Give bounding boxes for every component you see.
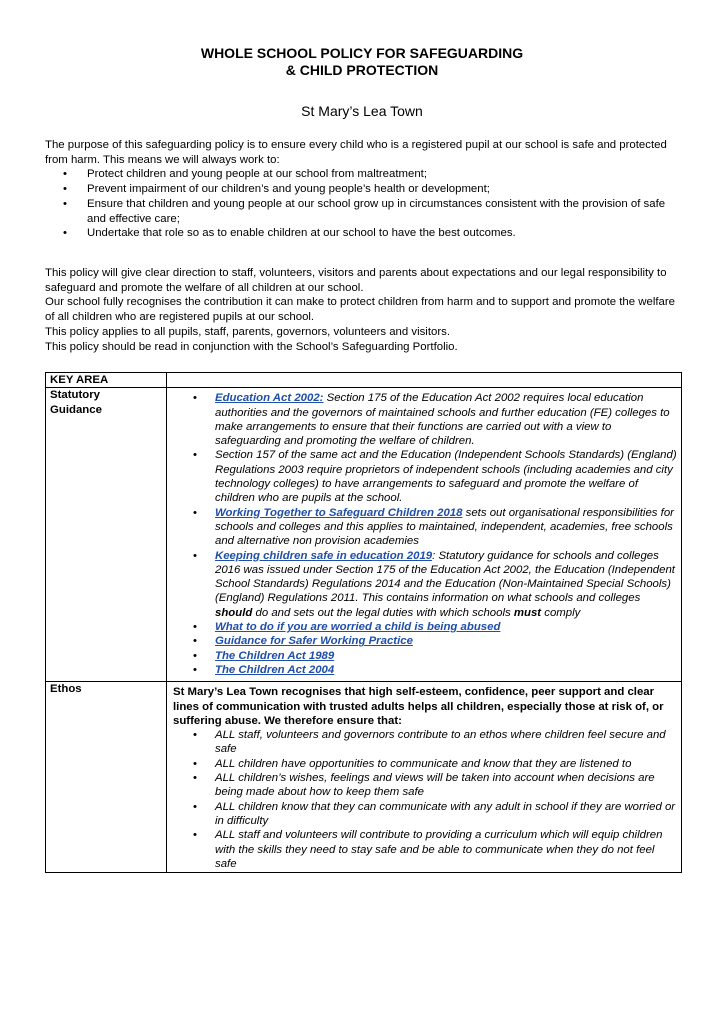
- list-item-text: do and sets out the legal duties with which schools: [252, 606, 514, 619]
- purpose-bullet: • Prevent impairment of our children’s and young people’s health or development;: [45, 182, 685, 197]
- statutory-guidance-label: [46, 388, 167, 682]
- policy-statement: This policy applies to all pupils, staff, parents, governors, volunteers and visitors.: [45, 325, 450, 338]
- statutory-guidance-content: [167, 388, 682, 682]
- statutory-guidance-list: [171, 391, 677, 677]
- education-act-2002-link[interactable]: Education Act 2002:: [215, 392, 324, 405]
- statutory-label-line-2: Guidance: [50, 403, 102, 416]
- ethos-list: [171, 728, 677, 871]
- header-empty-cell: [167, 373, 682, 388]
- list-item: [171, 663, 677, 677]
- worried-child-abused-link[interactable]: What to do if you are worried a child is being abused: [215, 621, 501, 634]
- purpose-bullet-list: [45, 167, 685, 241]
- ethos-lead-paragraph: St Mary’s Lea Town recognises that high self-esteem, confidence, peer support and clear lines of communication with trusted adults helps all children, especially those at risk of, or suffering abuse. We therefore ensure that:: [173, 686, 664, 727]
- key-area-header: KEY AREA: [46, 373, 167, 388]
- list-item: [171, 620, 677, 634]
- list-item-text: : Statutory guidance for schools and colleges 2016 was issued under Section 175 of the Education Act 2002, the Education (Independent School Standards) Regulations 2014 and the Education (Non-Maintained Special Schools) (England) Regulations 2011. This contains information on what schools and colleges: [215, 549, 675, 605]
- purpose-section: [45, 138, 685, 241]
- document-title-line-2: & CHILD PROTECTION: [285, 62, 439, 78]
- list-item: [171, 649, 677, 663]
- list-item: [171, 506, 677, 549]
- table-header-row: [46, 373, 682, 388]
- list-item: • ALL children’s wishes, feelings and views will be taken into account when decisions are being made about how to keep them safe: [171, 771, 677, 800]
- document-title-line-1: WHOLE SCHOOL POLICY FOR SAFEGUARDING: [200, 45, 524, 61]
- list-item: • ALL children know that they can communicate with any adult in school if they are worried or in difficulty: [171, 800, 677, 829]
- ethos-content: [167, 682, 682, 873]
- table-row-statutory: [46, 388, 682, 682]
- children-act-2004-link[interactable]: The Children Act 2004: [215, 663, 335, 676]
- purpose-bullet: • Protect children and young people at our school from maltreatment;: [45, 167, 685, 182]
- list-item: [171, 549, 677, 620]
- purpose-paragraph: The purpose of this safeguarding policy is to ensure every child who is a registered pupil at our school is safe and protected from harm. This means we will always work to:: [45, 139, 667, 166]
- key-area-table: [45, 372, 682, 873]
- table-row-ethos: [46, 682, 682, 873]
- list-item: • ALL children have opportunities to communicate and know that they are listened to: [171, 757, 677, 771]
- list-item: [171, 634, 677, 648]
- purpose-bullet: • Ensure that children and young people at our school grow up in circumstances consistent with the provision of safe and effective care;: [45, 197, 685, 226]
- policy-statement: This policy should be read in conjunction with the School’s Safeguarding Portfolio.: [45, 340, 458, 353]
- ethos-label: Ethos: [46, 682, 167, 873]
- policy-statements: [45, 266, 685, 354]
- working-together-link[interactable]: Working Together to Safeguard Children 2018: [215, 506, 463, 519]
- list-item-text: comply: [541, 606, 581, 619]
- statutory-label-line-1: Statutory: [50, 389, 100, 402]
- list-item-text: Section 175 of the Education Act 2002 requires local education authorities and the governors of maintained schools and further education (FE) colleges to make arrangements to ensure that their functions are carried out with a view to safeguarding and promoting the welfare of children.: [215, 392, 670, 448]
- list-item: [171, 391, 677, 448]
- policy-statement: This policy will give clear direction to staff, volunteers, visitors and parents about expectations and our legal responsibility to safeguard and promote the welfare of all children at our school.: [45, 267, 667, 294]
- safer-working-practice-link[interactable]: Guidance for Safer Working Practice: [215, 635, 413, 648]
- purpose-bullet: • Undertake that role so as to enable children at our school to have the best outcomes.: [45, 226, 685, 241]
- list-item-text: sets out organisational responsibilities for schools and colleges and this applies to maintained, independent, academies, free schools and alternative non provision academies: [215, 506, 674, 548]
- list-item: • ALL staff and volunteers will contribute to providing a curriculum which will equip children with the skills they need to stay safe and be able to communicate when they do not feel safe: [171, 828, 677, 871]
- emphasis-should: should: [215, 606, 253, 619]
- children-act-1989-link[interactable]: The Children Act 1989: [215, 649, 335, 662]
- list-item: • ALL staff, volunteers and governors contribute to an ethos where children feel secure and safe: [171, 728, 677, 757]
- emphasis-must: must: [513, 606, 542, 619]
- school-name: St Mary’s Lea Town: [301, 103, 423, 119]
- keeping-children-safe-link[interactable]: Keeping children safe in education 2019: [215, 549, 433, 562]
- list-item: • Section 157 of the same act and the Education (Independent Schools Standards) (England) Regulations 2003 require proprietors of independent schools (including academies and city technology colleges) to have arrangements to safeguard and promote the welfare of children who are pupils at the school.: [171, 448, 677, 505]
- policy-statement: Our school fully recognises the contribution it can make to protect children from harm and to support and promote the welfare of all children who are registered pupils at our school.: [45, 296, 675, 324]
